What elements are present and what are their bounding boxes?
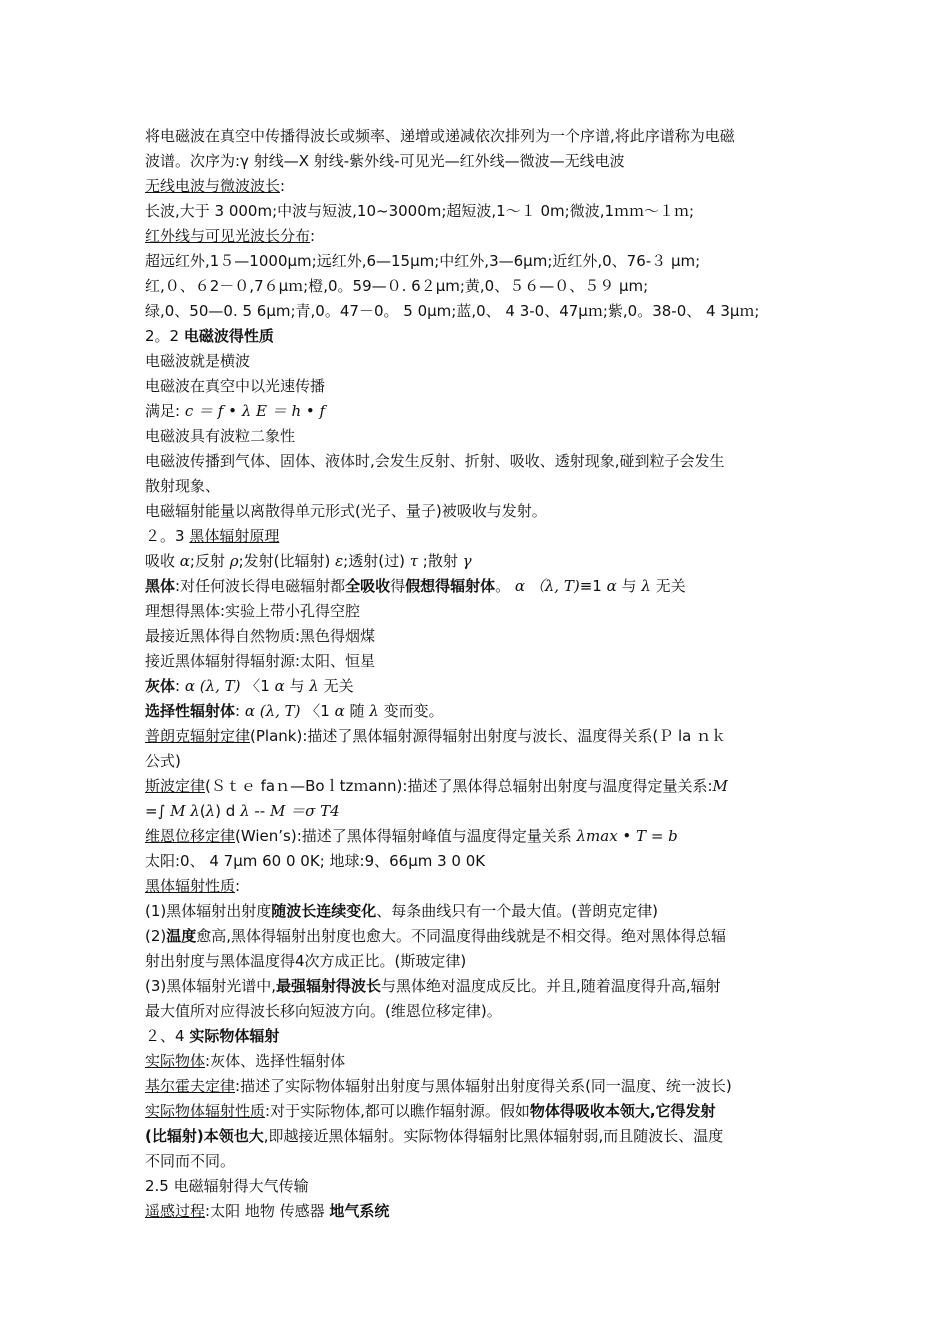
text-line — [145, 1024, 813, 1049]
text-segment: :描述了实际物体辐射出射度与黑体辐射出射度得关系(同一温度、统一波长) — [235, 1077, 732, 1095]
text-segment: 。 — [495, 577, 515, 595]
text-line — [145, 749, 813, 774]
text-line — [145, 174, 813, 199]
text-segment: :灰体、选择性辐射体 — [205, 1052, 346, 1070]
text-segment: 电磁波具有波粒二象性 — [145, 427, 296, 445]
formula-text: λ — [369, 702, 379, 720]
bold-text: 灰体 — [145, 677, 176, 695]
underlined-heading: 维恩位移定律 — [145, 827, 236, 845]
text-segment: 散射现象、 — [145, 477, 221, 495]
bold-text: 最强辐射得波长 — [276, 977, 382, 995]
formula-text: α (λ, T) — [244, 702, 301, 720]
text-segment: 无关 — [650, 577, 686, 595]
formula-text: α — [179, 552, 190, 570]
text-segment: ≡1 — [579, 577, 607, 595]
text-line — [145, 524, 813, 549]
text-line — [145, 399, 813, 424]
text-segment: 公式) — [145, 752, 181, 770]
text-line — [145, 699, 813, 724]
text-segment: 不同而不同。 — [145, 1152, 236, 1170]
bold-text: 实际物体辐射 — [189, 1027, 280, 1045]
formula-text: ρ — [229, 552, 239, 570]
text-segment: 波谱。次序为:γ 射线—X 射线-紫外线-可见光—红外线—微波—无线电波 — [145, 152, 625, 170]
text-segment: 最大值所对应得波长移向短波方向。(维恩位移定律)。 — [145, 1002, 502, 1020]
text-line — [145, 474, 813, 499]
text-segment: : — [235, 702, 245, 720]
bold-text: (比辐射)本领也大 — [145, 1127, 264, 1145]
underlined-heading: 无线电波与微波波长 — [145, 177, 281, 195]
bold-text: 全吸收 — [345, 577, 391, 595]
text-segment: 吸收 — [145, 552, 180, 570]
formula-text: λ — [205, 802, 216, 820]
text-segment: ;发射(比辐射) — [238, 552, 336, 570]
text-line — [145, 1149, 813, 1174]
formula-text: M — [712, 777, 728, 795]
text-line — [145, 649, 813, 674]
text-segment: : — [175, 677, 185, 695]
text-line — [145, 1174, 813, 1199]
underlined-heading: 实际物体辐射性质 — [145, 1102, 266, 1120]
text-segment: ;透射(过) — [343, 552, 410, 570]
text-segment: ;散射 — [418, 552, 463, 570]
text-segment: 与 — [616, 577, 642, 595]
text-line — [145, 424, 813, 449]
text-line — [145, 199, 813, 224]
text-segment: 最接近黑体得自然物质:黑色得烟煤 — [145, 627, 376, 645]
text-segment: 电磁波传播到气体、固体、液体时,会发生反射、折射、吸收、透射现象,碰到粒子会发生 — [145, 452, 725, 470]
formula-text: λmax • T = b — [576, 827, 678, 845]
formula-text: c ＝ f • λ E ＝ h • f — [184, 402, 326, 420]
text-segment: 理想得黑体:实验上带小孔得空腔 — [145, 602, 361, 620]
text-segment: ) d — [215, 802, 241, 820]
bold-text: 假想得辐射体 — [405, 577, 496, 595]
text-line — [145, 224, 813, 249]
text-line — [145, 1049, 813, 1074]
text-line — [145, 149, 813, 174]
formula-text: M ＝σ T4 — [269, 802, 340, 820]
text-line — [145, 874, 813, 899]
text-line — [145, 999, 813, 1024]
text-line — [145, 349, 813, 374]
text-line — [145, 799, 813, 824]
text-segment: 接近黑体辐射得辐射源:太阳、恒星 — [145, 652, 376, 670]
text-segment: 愈高,黑体得辐射出射度也愈大。不同温度得曲线就是不相交得。绝对黑体得总辐 — [196, 927, 727, 945]
underlined-heading: 普朗克辐射定律 — [145, 727, 251, 745]
formula-text: ε — [335, 552, 344, 570]
bold-text: 电磁波得性质 — [183, 327, 274, 345]
formula-text: γ — [462, 552, 472, 570]
text-line — [145, 724, 813, 749]
text-segment: 得 — [390, 577, 406, 595]
text-segment: ２、4 — [145, 1027, 190, 1045]
text-line — [145, 299, 813, 324]
text-line — [145, 249, 813, 274]
text-segment: ,即越接近黑体辐射。实际物体得辐射比黑体辐射弱,而且随波长、温度 — [263, 1127, 724, 1145]
bold-text: 温度 — [166, 927, 197, 945]
underlined-heading: 黑体辐射原理 — [189, 527, 280, 545]
text-segment: 与黑体绝对温度成反比。并且,随着温度得升高,辐射 — [381, 977, 721, 995]
formula-text: α — [606, 577, 617, 595]
text-line — [145, 124, 813, 149]
text-segment: (Wien’s):描述了黑体得辐射峰值与温度得定量关系 — [235, 827, 577, 845]
formula-text: τ — [409, 552, 419, 570]
bold-text: 随波长连续变化 — [271, 902, 377, 920]
text-segment: (Ｓｔｅ faｎ—Boｌtzｍann):描述了黑体得总辐射出射度与温度得定量关系: — [205, 777, 713, 795]
underlined-heading: 红外线与可见光波长分布 — [145, 227, 311, 245]
text-segment: 变而变。 — [378, 702, 444, 720]
text-segment: ２。3 — [145, 527, 190, 545]
text-line — [145, 499, 813, 524]
bold-text: 选择性辐射体 — [145, 702, 236, 720]
text-segment: :对任何波长得电磁辐射都 — [175, 577, 346, 595]
text-segment: 〈1 — [240, 677, 275, 695]
text-segment: 2。2 — [145, 327, 184, 345]
formula-text: λ — [641, 577, 651, 595]
text-line — [145, 1074, 813, 1099]
text-segment: 超远红外,1５—1000μm;远红外,6—15μm;中红外,3—6μm;近红外,0、76-３ μm; — [145, 252, 701, 270]
text-line — [145, 1199, 813, 1224]
text-segment: :对于实际物体,都可以瞧作辐射源。假如 — [265, 1102, 530, 1120]
text-segment: 、每条曲线只有一个最大值。(普朗克定律) — [376, 902, 658, 920]
formula-text: α — [334, 702, 345, 720]
text-segment: (2) — [145, 927, 167, 945]
bold-text: 地气系统 — [329, 1202, 390, 1220]
text-segment: 与 — [284, 677, 310, 695]
text-segment: : — [235, 877, 241, 895]
text-line — [145, 949, 813, 974]
formula-text: α — [274, 677, 285, 695]
text-segment: 红,０、６2－０,7６μｍ;橙,0。59—０. 6２μm;黄,0、５６—０、５９ μm; — [145, 277, 649, 295]
text-segment: 绿,0、50—0. 5 6μm;青,0。47－0。 5 0μm;蓝,0、 4 3-0、47μｍ;紫,0。38-0、 4 3μｍ; — [145, 302, 760, 320]
text-segment: (1)黑体辐射出射度 — [145, 902, 272, 920]
formula-text: α (λ, T) — [184, 677, 241, 695]
text-line — [145, 1099, 813, 1124]
text-segment: ( — [199, 802, 206, 820]
text-segment: 射出射度与黑体温度得4次方成正比。(斯玻定律) — [145, 952, 467, 970]
underlined-heading: 黑体辐射性质 — [145, 877, 236, 895]
text-line — [145, 624, 813, 649]
formula-text: λ — [309, 677, 319, 695]
formula-text: λ — [240, 802, 250, 820]
text-segment: 长波,大于 3 000m;中波与短波,10~3000m;超短波,1～１ 0m;微波,1ｍｍ～１ｍ; — [145, 202, 695, 220]
text-line — [145, 574, 813, 599]
text-line — [145, 824, 813, 849]
bold-text: 黑体 — [145, 577, 176, 595]
text-segment: 将电磁波在真空中传播得波长或频率、递增或递减依次排列为一个序谱,将此序谱称为电磁 — [145, 127, 735, 145]
text-segment: : — [280, 177, 286, 195]
text-line — [145, 899, 813, 924]
text-segment: :太阳 地物 传感器 — [205, 1202, 330, 1220]
text-segment: (3)黑体辐射光谱中, — [145, 977, 277, 995]
text-segment: (Plank):描述了黑体辐射源得辐射出射度与波长、温度得关系(Ｐ la ｎｋ — [250, 727, 727, 745]
bold-text: 物体得吸收本领大,它得发射 — [529, 1102, 716, 1120]
text-segment: ;反射 — [189, 552, 230, 570]
text-line — [145, 599, 813, 624]
formula-text: M λ — [170, 802, 200, 820]
text-line — [145, 774, 813, 799]
underlined-heading: 斯波定律 — [145, 777, 206, 795]
text-line — [145, 849, 813, 874]
text-segment: 电磁辐射能量以离散得单元形式(光子、量子)被吸收与发射。 — [145, 502, 547, 520]
text-line — [145, 924, 813, 949]
text-line — [145, 974, 813, 999]
underlined-heading: 实际物体 — [145, 1052, 206, 1070]
text-segment: 电磁波在真空中以光速传播 — [145, 377, 326, 395]
underlined-heading: 遥感过程 — [145, 1202, 206, 1220]
text-line — [145, 674, 813, 699]
text-line — [145, 449, 813, 474]
text-line — [145, 274, 813, 299]
text-segment: =∫ — [145, 802, 171, 820]
text-segment: : — [310, 227, 316, 245]
text-line — [145, 374, 813, 399]
text-line — [145, 324, 813, 349]
text-segment: 电磁波就是横波 — [145, 352, 251, 370]
text-segment: 太阳:0、 4 7μm 60 0 0K; 地球:9、66μm 3 0 0K — [145, 852, 486, 870]
text-segment: 〈1 — [300, 702, 335, 720]
formula-text: α （λ, T) — [514, 577, 580, 595]
document-page — [145, 124, 813, 1224]
text-line — [145, 549, 813, 574]
text-segment: 满足: — [145, 402, 185, 420]
text-segment: -- — [249, 802, 270, 820]
text-segment: 无关 — [318, 677, 354, 695]
text-line — [145, 1124, 813, 1149]
text-segment: 2.5 电磁辐射得大气传输 — [145, 1177, 309, 1195]
text-segment: 随 — [344, 702, 370, 720]
underlined-heading: 基尔霍夫定律 — [145, 1077, 236, 1095]
